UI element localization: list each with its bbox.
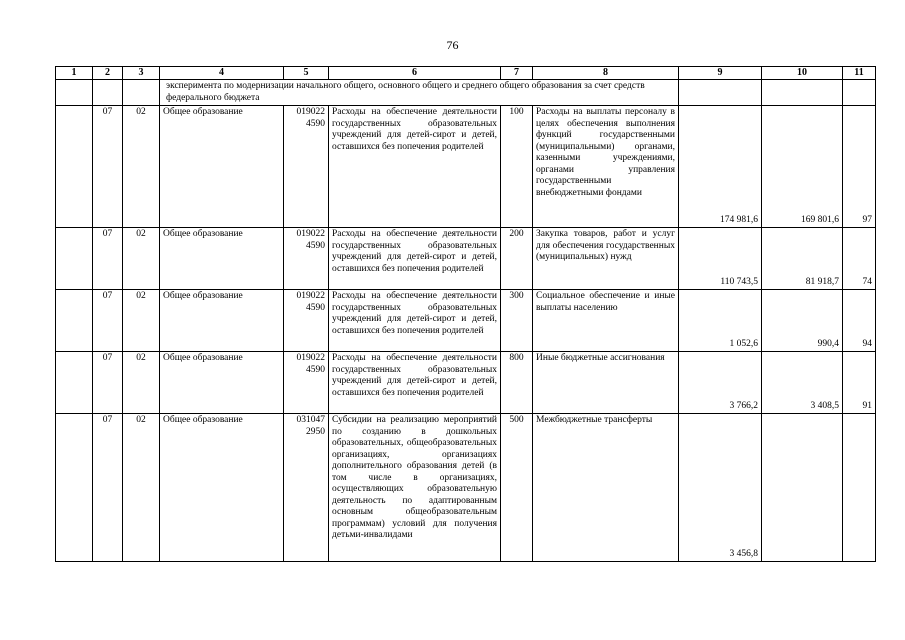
column-header: 8 <box>533 67 679 80</box>
continuation-text: эксперимента по модернизации начального общего, основного общего и среднего общего образования за счет средств федерального бюджета <box>160 80 679 106</box>
target-description: Субсидии на реализацию мероприятий по созданию в дошкольных образовательных, общеобразовательных организациях, организациях дополнительного образования детей (в том числе в организациях, осуществляющих образовательную деятельность по адаптированным основным общеобразовательным программам) условий для получения детьми-инвалидами <box>329 414 501 562</box>
target-description: Расходы на обеспечение деятельности государственных образовательных учреждений для детей-сирот и детей, оставшихся без попечения родителей <box>329 106 501 228</box>
subsection-code: 02 <box>123 414 160 562</box>
execution-percent: 94 <box>843 290 876 352</box>
planned-amount: 3 766,2 <box>679 352 762 414</box>
page-number: 76 <box>446 38 459 52</box>
expense-type-code: 100 <box>501 106 533 228</box>
budget-table <box>55 66 876 562</box>
target-description: Расходы на обеспечение деятельности государственных образовательных учреждений для детей-сирот и детей, оставшихся без попечения родителей <box>329 228 501 290</box>
execution-percent: 74 <box>843 228 876 290</box>
column-header: 6 <box>329 67 501 80</box>
expense-type-description: Социальное обеспечение и иные выплаты населению <box>533 290 679 352</box>
planned-amount: 110 743,5 <box>679 228 762 290</box>
execution-percent <box>843 414 876 562</box>
column-header: 7 <box>501 67 533 80</box>
column-header: 3 <box>123 67 160 80</box>
column-header: 5 <box>284 67 329 80</box>
executed-amount: 169 801,6 <box>762 106 843 228</box>
section-code: 07 <box>93 106 123 228</box>
subsection-code: 02 <box>123 106 160 228</box>
table-row <box>56 106 876 228</box>
planned-amount: 3 456,8 <box>679 414 762 562</box>
section-code: 07 <box>93 414 123 562</box>
column-header: 1 <box>56 67 93 80</box>
target-code: 019022 4590 <box>284 290 329 352</box>
column-header: 11 <box>843 67 876 80</box>
subsection-code: 02 <box>123 352 160 414</box>
executed-amount: 3 408,5 <box>762 352 843 414</box>
section-code: 07 <box>93 352 123 414</box>
section-name: Общее образование <box>160 352 284 414</box>
column-header: 10 <box>762 67 843 80</box>
table-row <box>56 290 876 352</box>
section-name: Общее образование <box>160 106 284 228</box>
target-code: 019022 4590 <box>284 228 329 290</box>
table-row <box>56 228 876 290</box>
target-code: 019022 4590 <box>284 352 329 414</box>
execution-percent: 91 <box>843 352 876 414</box>
executed-amount: 990,4 <box>762 290 843 352</box>
column-header: 9 <box>679 67 762 80</box>
planned-amount: 174 981,6 <box>679 106 762 228</box>
expense-type-description: Межбюджетные трансферты <box>533 414 679 562</box>
expense-type-code: 500 <box>501 414 533 562</box>
column-header: 2 <box>93 67 123 80</box>
section-code: 07 <box>93 228 123 290</box>
expense-type-description: Иные бюджетные ассигнования <box>533 352 679 414</box>
executed-amount <box>762 414 843 562</box>
executed-amount: 81 918,7 <box>762 228 843 290</box>
section-name: Общее образование <box>160 228 284 290</box>
header-row <box>56 67 876 80</box>
execution-percent: 97 <box>843 106 876 228</box>
section-name: Общее образование <box>160 414 284 562</box>
subsection-code: 02 <box>123 228 160 290</box>
expense-type-code: 800 <box>501 352 533 414</box>
expense-type-code: 200 <box>501 228 533 290</box>
target-code: 019022 4590 <box>284 106 329 228</box>
section-name: Общее образование <box>160 290 284 352</box>
table-row <box>56 352 876 414</box>
target-description: Расходы на обеспечение деятельности государственных образовательных учреждений для детей-сирот и детей, оставшихся без попечения родителей <box>329 352 501 414</box>
subsection-code: 02 <box>123 290 160 352</box>
target-description: Расходы на обеспечение деятельности государственных образовательных учреждений для детей-сирот и детей, оставшихся без попечения родителей <box>329 290 501 352</box>
target-code: 031047 2950 <box>284 414 329 562</box>
expense-type-description: Расходы на выплаты персоналу в целях обеспечения выполнения функций государственными (муниципальными) органами, казенными учреждениями, органами управления государственными внебюджетными фондами <box>533 106 679 228</box>
section-code: 07 <box>93 290 123 352</box>
table-row <box>56 414 876 562</box>
expense-type-description: Закупка товаров, работ и услуг для обеспечения государственных (муниципальных) нужд <box>533 228 679 290</box>
column-header: 4 <box>160 67 284 80</box>
expense-type-code: 300 <box>501 290 533 352</box>
planned-amount: 1 052,6 <box>679 290 762 352</box>
continuation-row <box>56 80 876 106</box>
